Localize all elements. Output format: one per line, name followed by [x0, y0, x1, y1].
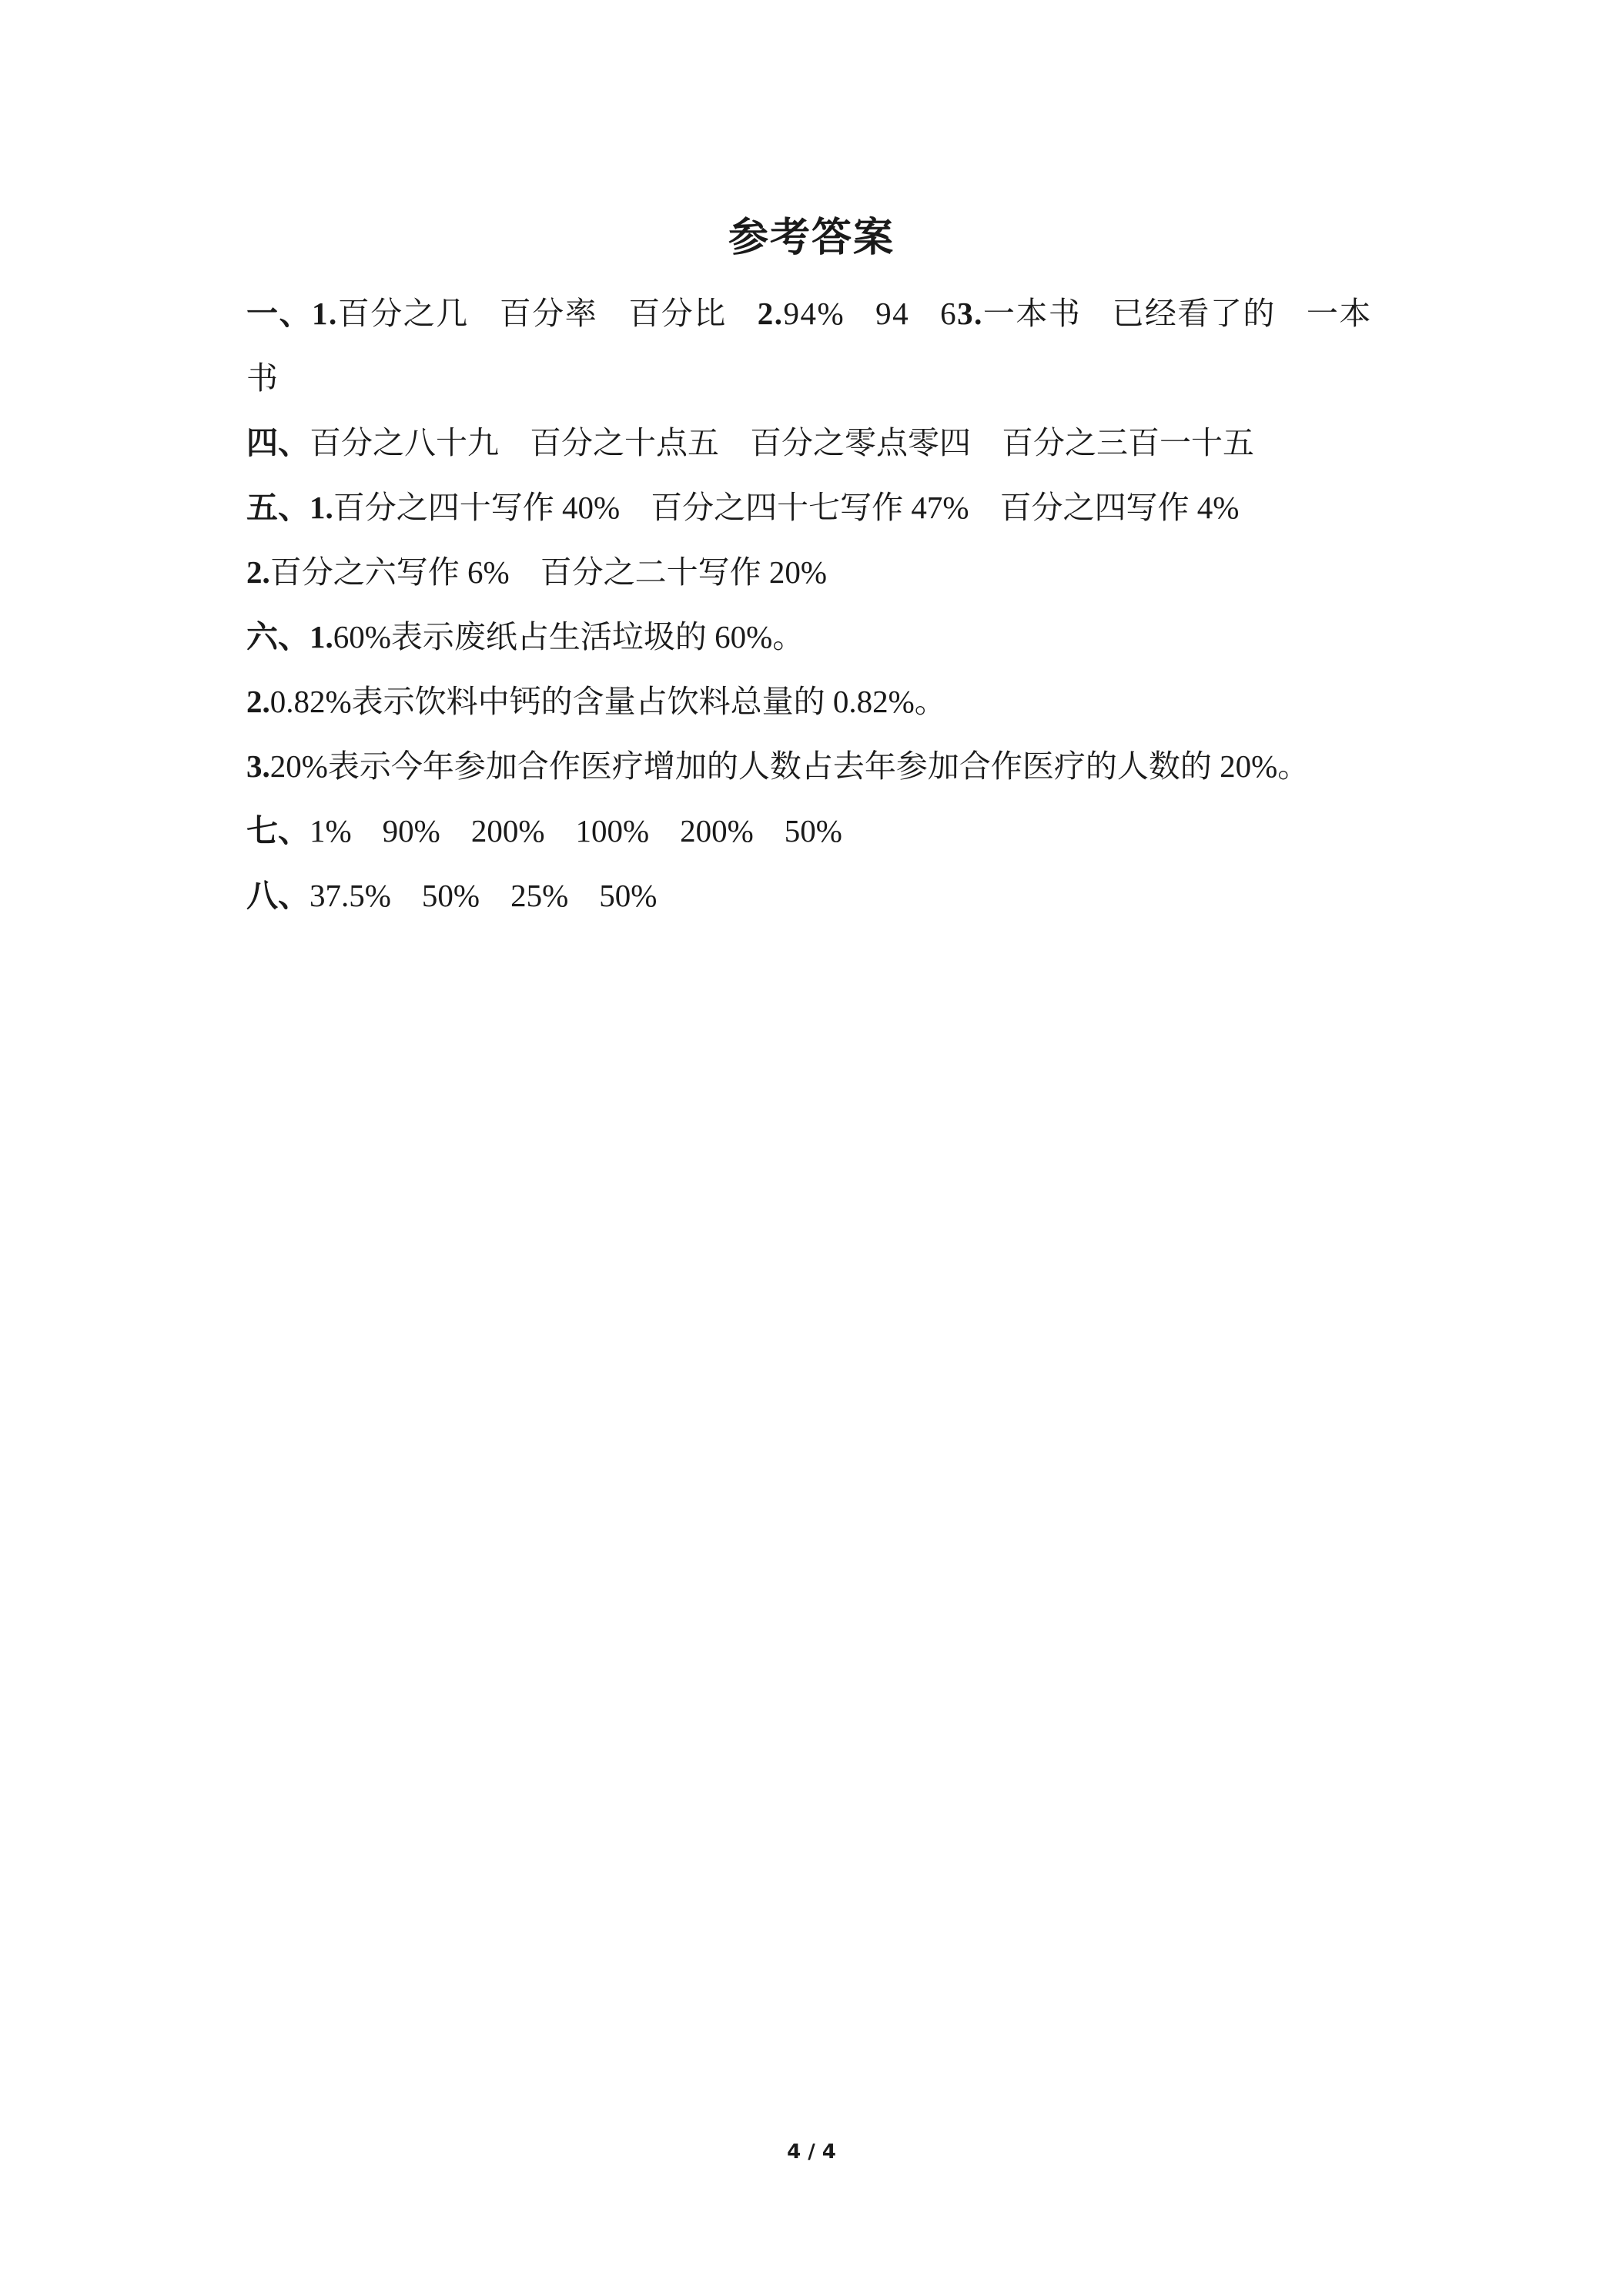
- section-7-label: 七、: [246, 813, 310, 848]
- answer-text: 百分之零点零四: [750, 425, 971, 460]
- answer-text: 书: [246, 360, 278, 396]
- section-6-line-3: [246, 734, 1394, 798]
- answer-text: 百分之三百一十五: [1002, 425, 1254, 460]
- section-6-q2-number: 2.: [246, 684, 270, 719]
- answer-text: 200%: [680, 813, 754, 848]
- section-6-label: 六、: [246, 619, 310, 654]
- answer-text: 90%: [382, 813, 440, 848]
- section-6-q1-number: 1.: [310, 619, 333, 654]
- answer-text: 50%: [599, 878, 658, 913]
- answer-text: 94%: [783, 296, 845, 331]
- section-5-label: 五、: [246, 490, 310, 525]
- page-number: 4 / 4: [787, 2140, 836, 2164]
- answer-text: 百分之四十写作 40%: [333, 490, 621, 525]
- section-5-q1-number: 1.: [310, 490, 333, 525]
- answer-text: 百分之四写作 4%: [999, 490, 1240, 525]
- section-6-line-2: [246, 669, 1394, 734]
- answer-text: 一本书: [982, 296, 1082, 331]
- answer-body: [246, 281, 1394, 928]
- section-5-line-1: [246, 475, 1394, 540]
- section-8-label: 八、: [246, 878, 310, 913]
- answer-text: 50%: [421, 878, 480, 913]
- answer-text: 200%: [470, 813, 545, 848]
- answer-text: 25%: [510, 878, 569, 913]
- section-4-label: 四、: [246, 425, 310, 460]
- answer-text: 百分之八十九: [310, 425, 499, 460]
- answer-text: 百分之六写作 6%: [269, 554, 510, 590]
- answer-text: 百分之几: [337, 296, 469, 331]
- section-4-line: [246, 410, 1394, 475]
- answer-text: 一本: [1306, 296, 1372, 331]
- section-8-line: [246, 863, 1394, 928]
- answer-text: 6: [940, 296, 958, 331]
- section-5-line-2: [246, 540, 1394, 604]
- answer-text: 20%表示今年参加合作医疗增加的人数占去年参加合作医疗的人数的 20%。: [269, 748, 1310, 784]
- section-1-line-2: [246, 346, 1394, 410]
- section-6-q3-number: 3.: [246, 748, 270, 784]
- section-1-q2-number: 2.: [757, 296, 784, 331]
- answer-text: 0.82%表示饮料中钙的含量占饮料总量的 0.82%。: [269, 684, 946, 719]
- answer-text: 百分比: [628, 296, 727, 331]
- section-7-line: [246, 798, 1394, 863]
- section-1-label: 一、: [246, 296, 312, 331]
- page-title: 参考答案: [728, 216, 895, 260]
- answer-text: 已经看了的: [1112, 296, 1276, 331]
- section-1-q1-number: 1.: [312, 296, 338, 331]
- answer-text: 1%: [310, 813, 352, 848]
- answer-text: 百分之二十写作 20%: [540, 554, 828, 590]
- answer-text: 百分率: [499, 296, 598, 331]
- section-1-q3-number: 3.: [957, 296, 983, 331]
- answer-text: 50%: [784, 813, 842, 848]
- section-6-line-1: [246, 604, 1394, 669]
- section-5-q2-number: 2.: [246, 554, 270, 590]
- answer-text: 100%: [575, 813, 650, 848]
- answer-text: 60%表示废纸占生活垃圾的 60%。: [333, 619, 805, 654]
- answer-text: 百分之四十七写作 47%: [651, 490, 969, 525]
- answer-text: 37.5%: [310, 878, 391, 913]
- answer-text: 94: [875, 296, 910, 331]
- section-1-line-1: [246, 281, 1394, 346]
- answer-text: 百分之十点五: [530, 425, 719, 460]
